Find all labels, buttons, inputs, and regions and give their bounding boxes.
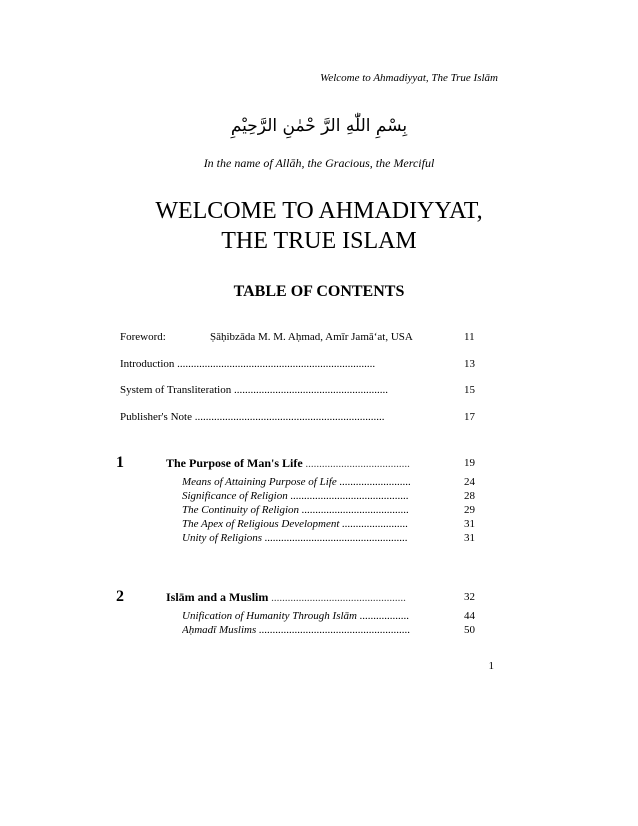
toc-row-transliteration [120, 383, 494, 397]
title-line-1: WELCOME TO AHMADIYYAT, [155, 198, 483, 224]
chapter-title: The Purpose of Man's Life [166, 456, 303, 470]
toc-label: Means of Attaining Purpose of Life .......................... [182, 476, 411, 488]
toc-row-sub [120, 489, 494, 503]
toc-page: 50 [464, 624, 475, 636]
toc-row-sub [120, 475, 494, 489]
toc-page: 24 [464, 476, 475, 488]
title-line-2: THE TRUE ISLAM [221, 228, 417, 254]
toc-row-chapter-1 [116, 454, 494, 474]
toc-label: Unity of Religions .................................................... [182, 532, 408, 544]
toc-label: Publisher's Note ..................................................................... [120, 411, 385, 423]
toc-leader-dots: ...................................... [302, 458, 410, 470]
toc-label: Foreword: [120, 331, 166, 343]
book-title [0, 196, 638, 256]
toc-page: 11 [464, 331, 475, 343]
toc-page: 31 [464, 532, 475, 544]
chapter-number: 2 [116, 588, 124, 605]
toc-page: 31 [464, 518, 475, 530]
toc-row-sub [120, 517, 494, 531]
chapter-number: 1 [116, 454, 124, 471]
foreword-author: Ṣāḥibzāda M. M. Aḥmad, Amīr Jamā‘at, USA [210, 331, 413, 343]
basmala-arabic: بِسْمِ اللّٰهِ الرَّ حْمٰنِ الرَّحِيْمِ [230, 116, 408, 136]
toc-page: 19 [464, 457, 475, 469]
toc-page: 13 [464, 358, 475, 370]
toc-label: The Continuity of Religion ....................................... [182, 504, 410, 516]
chapter-title: Islām and a Muslim [166, 590, 269, 604]
toc-row-foreword [120, 330, 494, 344]
toc-page: 17 [464, 411, 475, 423]
toc-row-chapter-2 [116, 588, 494, 608]
toc-page: 32 [464, 591, 475, 603]
toc-heading: TABLE OF CONTENTS [233, 283, 405, 300]
toc-label: The Apex of Religious Development ........................ [182, 518, 409, 530]
toc-leader-dots: ................................................. [268, 592, 406, 604]
toc-row-sub [120, 623, 494, 637]
toc-page: 15 [464, 384, 475, 396]
toc-label: Unification of Humanity Through Islām .................. [182, 610, 410, 622]
toc-label: Aḥmadī Muslims ....................................................... [182, 624, 411, 636]
page-number: 1 [488, 660, 494, 672]
toc-row-sub [120, 531, 494, 545]
toc-row-sub [120, 503, 494, 517]
toc-row-sub [120, 609, 494, 623]
running-header: Welcome to Ahmadiyyat, The True Islām [320, 72, 498, 84]
toc-label: System of Transliteration ........................................................ [120, 384, 388, 396]
toc-page: 28 [464, 490, 475, 502]
toc-label: Introduction ........................................................................ [120, 358, 376, 370]
basmala-english: In the name of Allāh, the Gracious, the Merciful [203, 156, 435, 170]
toc-label: Significance of Religion ........................................... [182, 490, 409, 502]
toc-row-publishers-note [120, 410, 494, 424]
toc-page: 44 [464, 610, 475, 622]
toc-page: 29 [464, 504, 475, 516]
toc-row-introduction [120, 357, 494, 371]
